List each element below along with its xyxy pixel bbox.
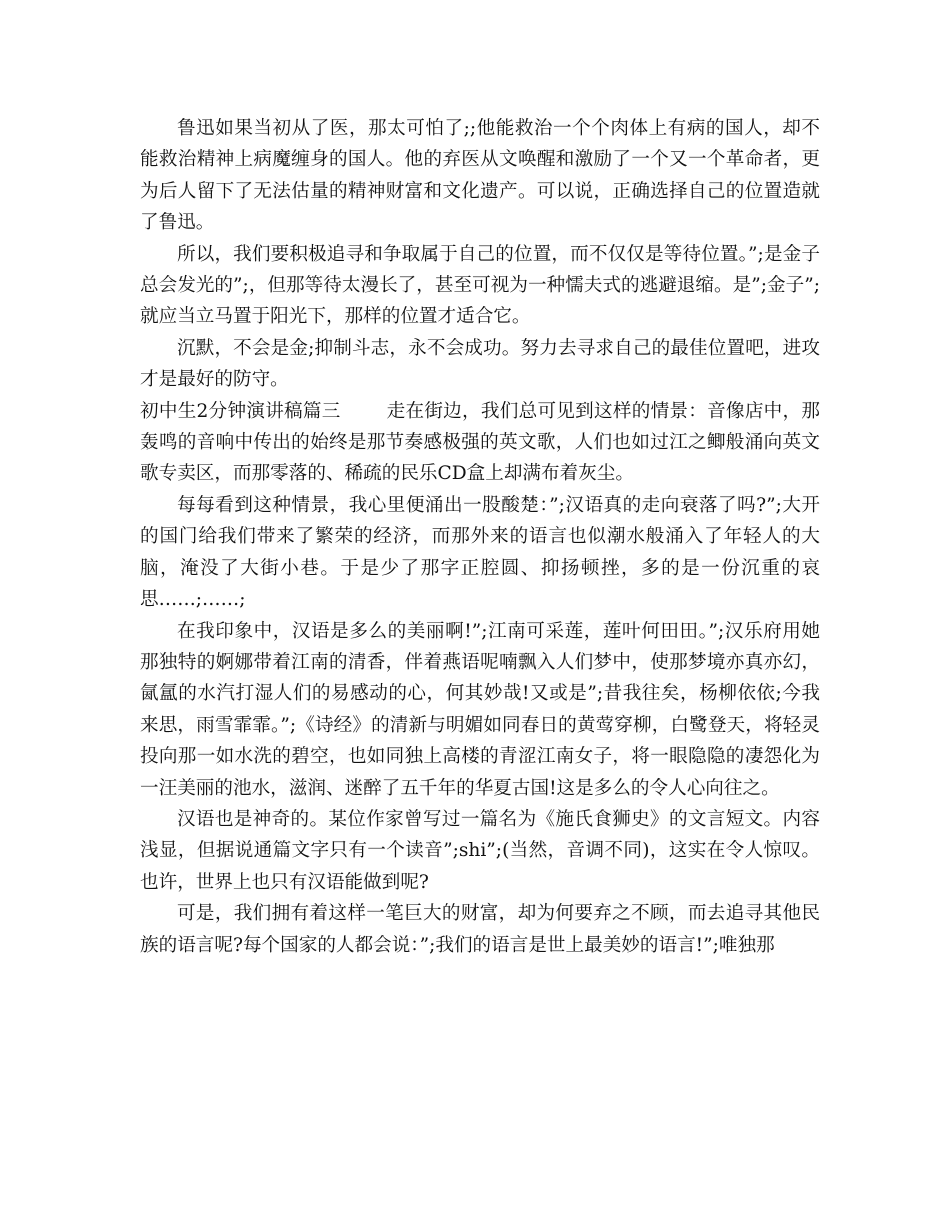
paragraph-sadness: 每每看到这种情景，我心里便涌出一股酸楚：”;汉语真的走向衰落了吗?”;大开的国门给我们带来了繁荣的经济，而那外来的语言也似潮水般涌入了年轻人的大脑，淹没了大街小巷。于是少了那字正腔圆、抑扬顿挫，多的是一份沉重的哀思……;……;	[140, 494, 820, 611]
paragraph-lu-xun: 鲁迅如果当初从了医，那太可怕了;;他能救治一个个肉体上有病的国人，却不能救治精神上病魔缠身的国人。他的弃医从文唤醒和激励了一个又一个革命者，更为后人留下了无法估量的精神财富和文化遗产。可以说，正确选择自己的位置造就了鲁迅。	[140, 118, 820, 234]
section-start	[140, 396, 820, 490]
paragraph-beauty: 在我印象中，汉语是多么的美丽啊!”;江南可采莲，莲叶何田田。”;汉乐府用她那独特的婀娜带着江南的清香，伴着燕语呢喃飘入人们梦中，使那梦境亦真亦幻，氤氲的水汽打湿人们的易感动的心，何其妙哉!又或是”;昔我往矣，杨柳依依;今我来思，雨雪霏霏。”;《诗经》的清新与明媚如同春日的黄莺穿柳，白鹭登天，将轻灵投向那一如水洗的碧空，也如同独上高楼的青涩江南女子，将一眼隐隐的凄怨化为一汪美丽的池水，滋润、迷醉了五千年的华夏古国!这是多么的令人心向往之。	[140, 620, 820, 799]
paragraph-silence: 沉默，不会是金;抑制斗志，永不会成功。努力去寻求自己的最佳位置吧，进攻才是最好的防守。	[140, 337, 820, 391]
paragraph-magic: 汉语也是神奇的。某位作家曾写过一篇名为《施氏食狮史》的文言短文。内容浅显，但据说通篇文字只有一个读音”;shi”;(当然，音调不同)，这实在令人惊叹。也许，世界上也只有汉语能做到呢?	[140, 808, 820, 893]
paragraph-seek-position: 所以，我们要积极追寻和争取属于自己的位置，而不仅仅是等待位置。”;是金子总会发光的”;，但那等待太漫长了，甚至可视为一种懦夫式的逃避退缩。是”;金子”;就应当立马置于阳光下，那样的位置才适合它。	[140, 243, 820, 328]
section-first-text: 走在街边，我们总可见到这样的情景：音像店中，那轰鸣的音响中传出的始终是那节奏感极强的英文歌，人们也如过江之鲫般涌向英文歌专卖区，而那零落的、稀疏的民乐CD盒上却满布着灰尘。	[140, 400, 820, 485]
section-heading: 初中生2分钟演讲稿篇三	[140, 400, 341, 422]
document-page	[140, 113, 820, 961]
paragraph-treasure: 可是，我们拥有着这样一笔巨大的财富，却为何要弃之不顾，而去追寻其他民族的语言呢?每个国家的人都会说：”;我们的语言是世上最美妙的语言!”;唯独那	[140, 903, 820, 956]
